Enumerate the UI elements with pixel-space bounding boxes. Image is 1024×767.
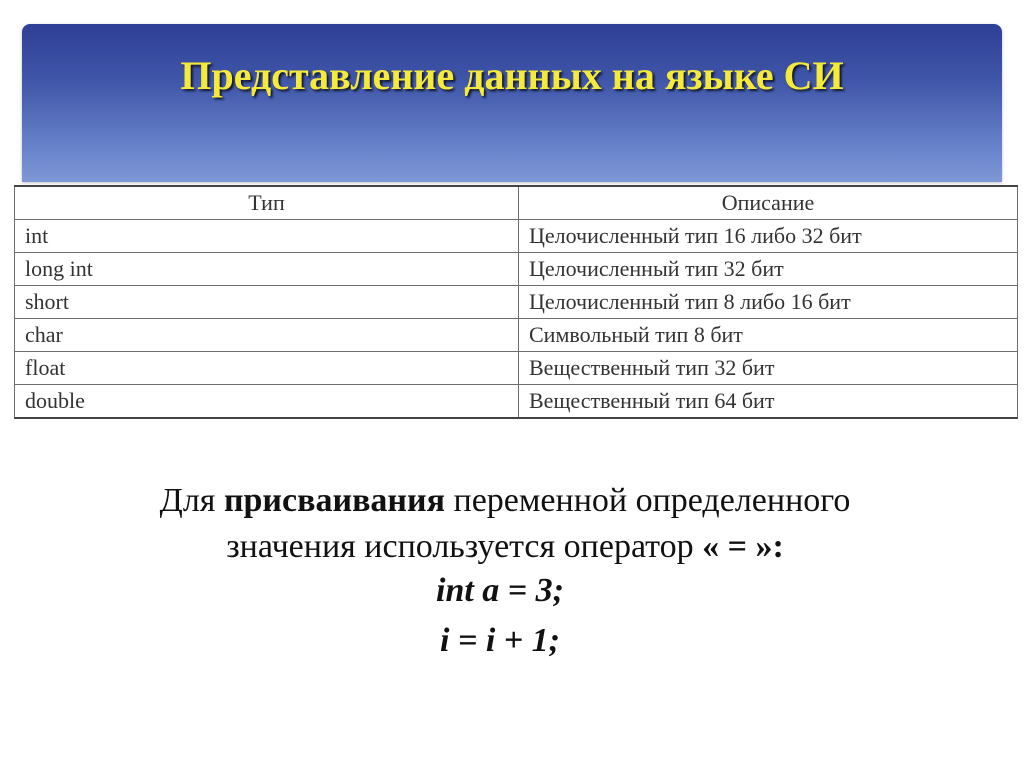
assignment-explanation [0,478,1010,570]
data-types-table [14,185,1018,419]
table-row [15,220,1018,253]
title-banner [22,24,1002,182]
operator-emphasis: « = »: [702,528,784,565]
cell-description: Целочисленный тип 16 либо 32 бит [519,220,1018,253]
table-header-row [15,186,1018,220]
text: значения используется оператор [226,528,703,565]
emphasis: присваивания [223,482,446,519]
header-type: Тип [15,186,519,220]
header-description: Описание [519,186,1018,220]
code-example-1: int a = 3; [436,572,564,609]
cell-type: short [15,286,519,319]
table-row [15,253,1018,286]
cell-type: int [15,220,519,253]
table-row [15,286,1018,319]
cell-description: Вещественный тип 32 бит [519,352,1018,385]
table-row [15,385,1018,419]
table-row [15,319,1018,352]
cell-type: char [15,319,519,352]
cell-type: long int [15,253,519,286]
cell-type: float [15,352,519,385]
explanation-line-2 [0,524,1010,570]
text: переменной определенного [445,482,851,519]
slide-title: Представление данных на языке СИ [180,53,844,98]
cell-description: Символьный тип 8 бит [519,319,1018,352]
explanation-line-1 [0,478,1010,524]
cell-description: Целочисленный тип 8 либо 16 бит [519,286,1018,319]
cell-description: Вещественный тип 64 бит [519,385,1018,419]
cell-type: double [15,385,519,419]
cell-description: Целочисленный тип 32 бит [519,253,1018,286]
text: Для [159,482,224,519]
table-row [15,352,1018,385]
code-example-2: i = i + 1; [440,622,560,659]
